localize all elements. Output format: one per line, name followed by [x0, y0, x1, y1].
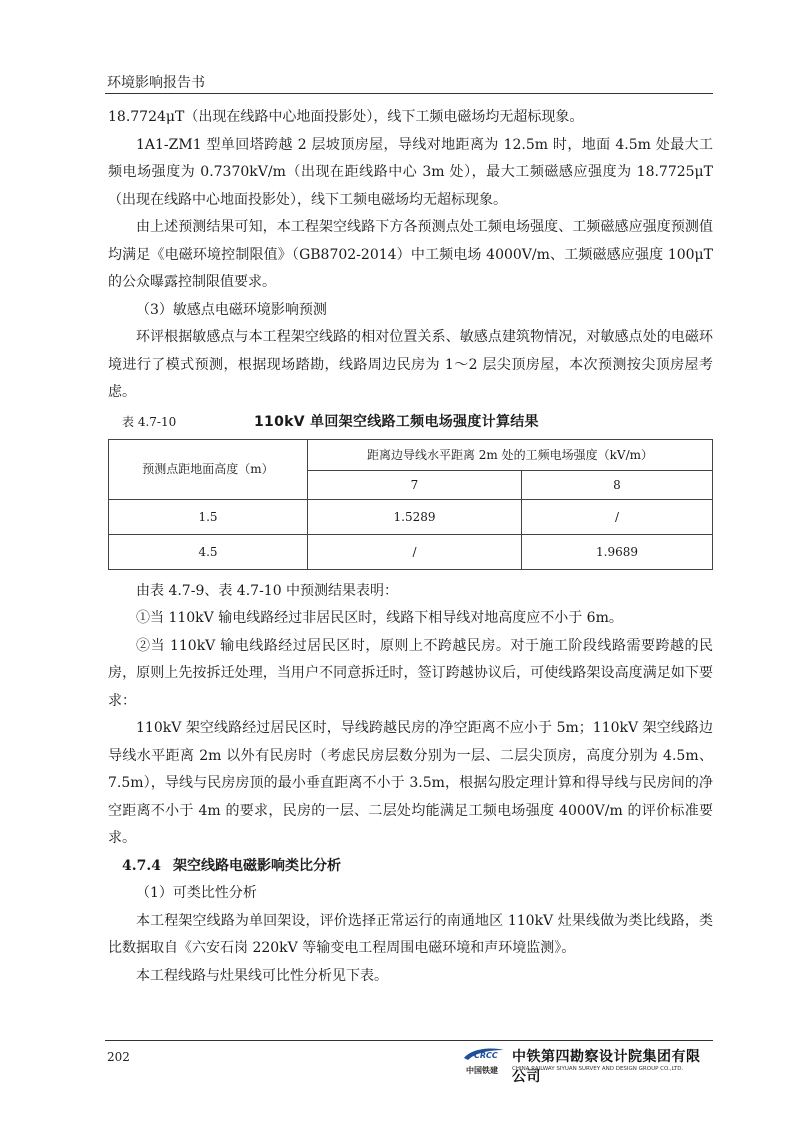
table-cell: /	[522, 499, 713, 534]
table-column-8: 8	[522, 470, 713, 499]
paragraph-8: ②当 110kV 输电线路经过居民区时，原则上不跨越民房。对于施工阶段线路需要跨越的民房，原则上先按拆迁处理，当用户不同意拆迁时，签订跨越协议后，可使线路架设高度满足如下要求：	[108, 637, 713, 709]
footer-divider	[105, 1040, 713, 1041]
section-number: 4.7.4	[122, 857, 161, 874]
table-row	[109, 499, 713, 534]
table-header-row	[109, 439, 713, 470]
paragraph-3: 由上述预测结果可知，本工程架空线路下方各预测点处工频电场强度、工频磁感应强度预测值均满足《电磁环境控制限值》（GB8702-2014）中工频电场 4000V/m、工频磁感应强度 100μT 的公众曝露控制限值要求。	[108, 219, 713, 290]
section-heading-4-7-4	[108, 853, 713, 881]
document-body	[108, 104, 713, 990]
paragraph-1: 18.7724μT（出现在线路中心地面投影处），线下工频电磁场均无超标现象。	[108, 109, 584, 125]
table-cell: /	[308, 534, 522, 569]
subsection-heading-1: （1）可类比性分析	[136, 885, 257, 901]
paragraph-12: 本工程线路与灶果线可比性分析见下表。	[136, 967, 388, 984]
field-strength-table	[108, 439, 713, 570]
table-title: 110kV 单回架空线路工频电场强度计算结果	[254, 413, 539, 430]
table-row-header: 预测点距地面高度（m）	[109, 439, 308, 499]
header-divider	[105, 93, 713, 94]
table-cell: 1.9689	[522, 534, 713, 569]
paragraph-2: 1A1-ZM1 型单回塔跨越 2 层坡顶房屋，导线对地距离为 12.5m 时，地面 4.5m 处最大工频电场强度为 0.7370kV/m（出现在距线路中心 3m 处），最大工频磁感应强度为 18.7725μT（出现在线路中心地面投影处），线下工频电磁场均无超标现象。	[108, 136, 713, 208]
paragraph-6: 由表 4.7-9、表 4.7-10 中预测结果表明：	[136, 582, 399, 599]
paragraph-9: 110kV 架空线路经过居民区时，导线跨越民房的净空距离不应小于 5m；110kV 架空线路边导线水平距离 2m 以外有民房时（考虑民房层数分别为一层、二层尖顶房，高度分别为 4.5m、7.5m），导线与民房房顶的最小垂直距离不小于 3.5m，根据勾股定理计算和得导线与民房间的净空距离不小于 4m 的要求，民房的一层、二层处均能满足工频电场强度 4000V/m 的评价标准要求。	[108, 720, 713, 846]
paragraph-7: ①当 110kV 输电线路经过非居民区时，线路下相导线对地高度应不小于 6m。	[136, 610, 623, 626]
section-title: 架空线路电磁影响类比分析	[172, 857, 341, 874]
page-header-title: 环境影响报告书	[107, 75, 205, 91]
company-logo-block	[462, 1046, 714, 1085]
table-cell-height: 4.5	[109, 534, 308, 569]
paragraph-5: 环评根据敏感点与本工程架空线路的相对位置关系、敏感点建筑物情况，对敏感点处的电磁环境进行了模式预测，根据现场踏勘，线路周边民房为 1～2 层尖顶房屋，本次预测按尖顶房屋考虑。	[108, 329, 713, 400]
crcc-logo-icon	[462, 1046, 506, 1062]
table-cell: 1.5289	[308, 499, 522, 534]
page-number: 202	[107, 1050, 130, 1064]
company-name-en: CHINA RAILWAY SIYUAN SURVEY AND DESIGN GROUP CO.,LTD.	[512, 1066, 684, 1072]
company-name-cn: 中铁第四勘察设计院集团有限公司	[512, 1049, 701, 1085]
paragraph-11: 本工程架空线路为单回架设，评价选择正常运行的南通地区 110kV 灶果线做为类比线路，类比数据取自《六安石岗 220kV 等输变电工程周围电磁环境和声环境监测》。	[108, 912, 713, 956]
subsection-heading-3: （3）敏感点电磁环境影响预测	[136, 301, 327, 318]
table-column-7: 7	[308, 470, 522, 499]
table-cell-height: 1.5	[109, 499, 308, 534]
table-number: 表 4.7-10	[122, 414, 177, 429]
table-row	[109, 534, 713, 569]
logo-text: CRCC	[474, 1051, 498, 1060]
table-caption	[108, 411, 713, 435]
table-group-header: 距离边导线水平距离 2m 处的工频电场强度（kV/m）	[308, 439, 713, 470]
logo-sub-text: 中国铁建	[466, 1066, 498, 1075]
